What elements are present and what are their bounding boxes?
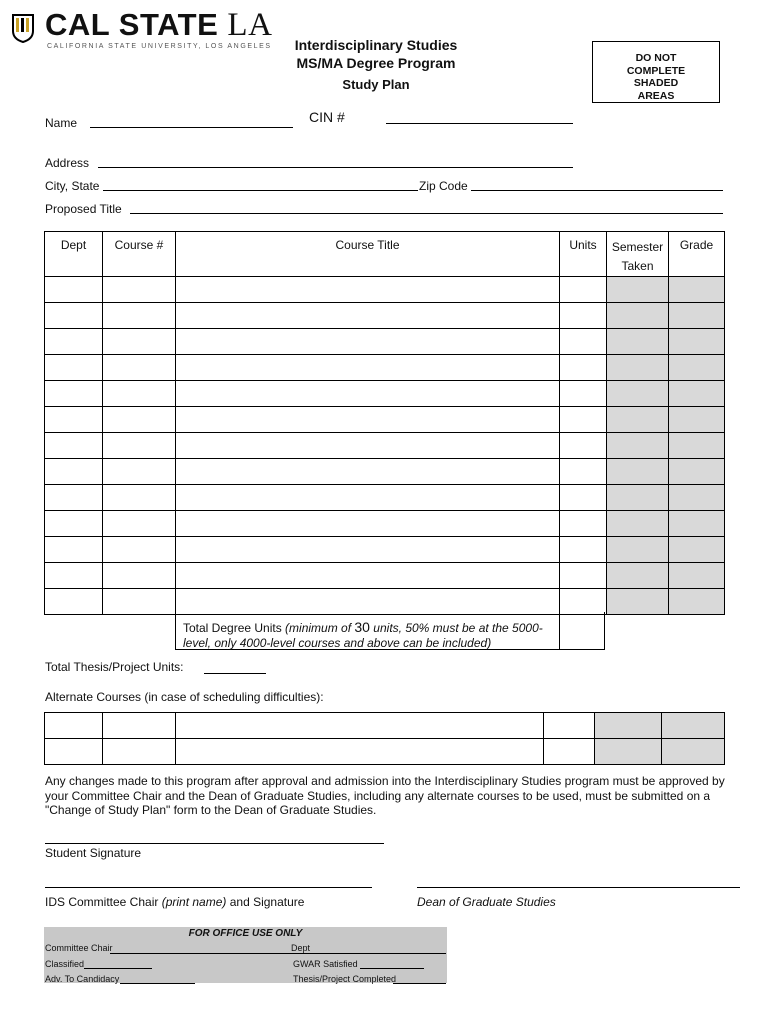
course-number-cell[interactable] <box>103 407 176 433</box>
course-title-cell[interactable] <box>176 381 560 407</box>
zip-field[interactable] <box>471 190 723 191</box>
grade-cell <box>669 485 725 511</box>
table-row <box>45 433 725 459</box>
dept-cell[interactable] <box>45 303 103 329</box>
dept-cell[interactable] <box>45 433 103 459</box>
course-number-cell[interactable] <box>103 433 176 459</box>
semester-cell <box>607 355 669 381</box>
semester-cell <box>607 537 669 563</box>
classified-label: Classified <box>45 959 85 969</box>
table-row <box>45 407 725 433</box>
university-seal-icon <box>12 13 34 43</box>
course-number-cell[interactable] <box>103 713 176 739</box>
header-grade: Grade <box>669 232 725 277</box>
semester-cell <box>607 485 669 511</box>
units-cell[interactable] <box>544 739 595 765</box>
course-number-cell[interactable] <box>103 589 176 615</box>
total-label-text: Total Degree Units <box>183 621 286 635</box>
course-title-cell[interactable] <box>176 329 560 355</box>
table-row <box>45 739 725 765</box>
course-title-cell[interactable] <box>176 563 560 589</box>
ids-chair-signature-field[interactable] <box>45 887 372 888</box>
thesis-completed-label: Thesis/Project Completed <box>293 974 397 984</box>
course-number-cell[interactable] <box>103 739 176 765</box>
grade-cell <box>669 355 725 381</box>
units-cell[interactable] <box>560 459 607 485</box>
grade-cell <box>669 459 725 485</box>
header-study-plan: Study Plan <box>342 77 410 92</box>
table-row <box>45 459 725 485</box>
grade-cell <box>669 589 725 615</box>
course-title-cell[interactable] <box>176 303 560 329</box>
note-line: your Committee Chair and the Dean of Graduate Studies, including any alternate courses to be used, must be submitted on a <box>45 788 711 803</box>
semester-cell <box>607 459 669 485</box>
alternate-courses-label: Alternate Courses (in case of scheduling difficulties): <box>45 690 324 704</box>
cin-label: CIN # <box>309 109 345 125</box>
course-number-cell[interactable] <box>103 563 176 589</box>
name-label: Name <box>45 116 78 130</box>
course-title-cell[interactable] <box>176 713 544 739</box>
semester-cell <box>595 739 662 765</box>
header-semester-taken <box>607 232 669 277</box>
course-number-cell[interactable] <box>103 303 176 329</box>
office-use-title: FOR OFFICE USE ONLY <box>188 928 303 939</box>
units-cell[interactable] <box>560 303 607 329</box>
grade-cell <box>669 277 725 303</box>
table-row <box>45 563 725 589</box>
candidacy-field[interactable] <box>120 983 195 984</box>
thesis-units-label: Total Thesis/Project Units: <box>45 660 184 674</box>
proposed-title-field[interactable] <box>130 213 723 214</box>
grade-cell <box>669 381 725 407</box>
candidacy-label: Adv. To Candidacy <box>45 974 120 984</box>
thesis-units-field[interactable] <box>204 673 266 674</box>
dept-cell[interactable] <box>45 739 103 765</box>
course-title-cell[interactable] <box>176 537 560 563</box>
header-course-title: Course Title <box>176 232 560 277</box>
note-line: Any changes made to this program after approval and admission into the Interdisciplinary Studies program must be approved by <box>45 774 725 788</box>
course-number-cell[interactable] <box>103 277 176 303</box>
notice-line: DO NOT <box>635 52 677 64</box>
ids-label-text: and Signature <box>226 895 305 909</box>
classified-field[interactable] <box>84 968 152 969</box>
semester-cell <box>607 277 669 303</box>
logo-text: CAL STATE <box>45 7 219 42</box>
course-title-cell[interactable] <box>176 355 560 381</box>
dept-cell[interactable] <box>45 277 103 303</box>
header-program: MS/MA Degree Program <box>296 55 456 71</box>
units-cell[interactable] <box>544 713 595 739</box>
grade-cell <box>669 303 725 329</box>
header-title: Interdisciplinary Studies <box>294 37 458 53</box>
units-cell[interactable] <box>560 589 607 615</box>
table-row <box>45 277 725 303</box>
notice-line: COMPLETE <box>626 64 686 77</box>
dept-cell[interactable] <box>45 713 103 739</box>
semester-cell <box>607 381 669 407</box>
thesis-completed-field[interactable] <box>393 983 446 984</box>
table-row <box>45 537 725 563</box>
semester-cell <box>607 563 669 589</box>
total-units-cell[interactable] <box>559 612 605 650</box>
ids-label-text: IDS Committee Chair <box>45 895 162 909</box>
course-number-cell[interactable] <box>103 355 176 381</box>
course-title-cell[interactable] <box>176 407 560 433</box>
semester-cell <box>607 433 669 459</box>
grade-cell <box>669 563 725 589</box>
header-course-number: Course # <box>103 232 176 277</box>
course-title-cell[interactable] <box>176 485 560 511</box>
ids-label-italic: (print name) <box>161 895 227 909</box>
student-signature-label: Student Signature <box>45 846 142 860</box>
course-title-cell[interactable] <box>176 459 560 485</box>
address-field[interactable] <box>98 167 573 168</box>
dept-cell[interactable] <box>45 485 103 511</box>
course-title-cell[interactable] <box>176 277 560 303</box>
units-cell[interactable] <box>560 537 607 563</box>
shaded-areas-notice <box>592 41 720 103</box>
course-title-cell[interactable] <box>176 433 560 459</box>
grade-cell <box>669 433 725 459</box>
address-label: Address <box>45 156 90 170</box>
semester-cell <box>595 713 662 739</box>
total-label-italic: (minimum of <box>285 621 355 635</box>
cin-field[interactable] <box>386 123 573 124</box>
total-units-label <box>183 620 555 651</box>
dean-label: Dean of Graduate Studies <box>417 895 556 909</box>
logo-la: LA <box>227 7 273 43</box>
dept-cell[interactable] <box>45 511 103 537</box>
city-state-field[interactable] <box>103 190 418 191</box>
table-row <box>45 511 725 537</box>
header-semester: Semester <box>611 240 664 254</box>
total-label-italic: units, 50% must be at the 5000- <box>369 621 543 635</box>
units-cell[interactable] <box>560 433 607 459</box>
header-taken: Taken <box>621 259 654 273</box>
proposed-title-label: Proposed Title <box>45 202 122 216</box>
units-cell[interactable] <box>560 329 607 355</box>
grade-cell <box>662 739 725 765</box>
grade-cell <box>669 329 725 355</box>
table-row <box>45 485 725 511</box>
dept-cell[interactable] <box>45 381 103 407</box>
semester-cell <box>607 511 669 537</box>
dept-cell[interactable] <box>45 329 103 355</box>
grade-cell <box>669 537 725 563</box>
units-cell[interactable] <box>560 485 607 511</box>
dept-label: Dept <box>291 943 311 953</box>
study-plan-table <box>44 231 725 615</box>
table-row <box>45 329 725 355</box>
table-row <box>45 589 725 615</box>
semester-cell <box>607 407 669 433</box>
dept-cell[interactable] <box>45 563 103 589</box>
total-label-italic: level, only 4000-level courses and above can be included) <box>183 636 492 650</box>
dept-field[interactable] <box>310 953 446 954</box>
ids-chair-label <box>45 895 304 909</box>
semester-cell <box>607 329 669 355</box>
committee-chair-label: Committee Chair <box>45 943 113 953</box>
table-row <box>45 713 725 739</box>
grade-cell <box>669 407 725 433</box>
notice-line: SHADED <box>633 77 679 89</box>
logo-wordmark <box>45 8 272 42</box>
name-field[interactable] <box>90 127 293 128</box>
units-cell[interactable] <box>560 355 607 381</box>
table-row <box>45 303 725 329</box>
units-cell[interactable] <box>560 381 607 407</box>
units-cell[interactable] <box>560 563 607 589</box>
grade-cell <box>669 511 725 537</box>
changes-note <box>45 774 725 818</box>
course-number-cell[interactable] <box>103 329 176 355</box>
student-signature-field[interactable] <box>45 843 384 844</box>
dept-cell[interactable] <box>45 459 103 485</box>
gwar-field[interactable] <box>360 968 424 969</box>
units-cell[interactable] <box>560 407 607 433</box>
office-use-box <box>44 927 447 983</box>
grade-cell <box>662 713 725 739</box>
dean-signature-field[interactable] <box>417 887 740 888</box>
course-number-cell[interactable] <box>103 381 176 407</box>
header-units: Units <box>560 232 607 277</box>
course-number-cell[interactable] <box>103 537 176 563</box>
logo-subtitle: CALIFORNIA STATE UNIVERSITY, LOS ANGELES <box>47 43 272 50</box>
course-title-cell[interactable] <box>176 739 544 765</box>
course-number-cell[interactable] <box>103 485 176 511</box>
semester-cell <box>607 589 669 615</box>
committee-chair-field[interactable] <box>110 953 335 954</box>
alternate-courses-table <box>44 712 725 765</box>
course-number-cell[interactable] <box>103 459 176 485</box>
notice-line: AREAS <box>637 89 675 102</box>
dept-cell[interactable] <box>45 589 103 615</box>
zip-label: Zip Code <box>419 179 468 193</box>
course-title-cell[interactable] <box>176 589 560 615</box>
dept-cell[interactable] <box>45 355 103 381</box>
course-number-cell[interactable] <box>103 511 176 537</box>
minimum-units-value: 30 <box>354 619 370 635</box>
table-row <box>45 355 725 381</box>
city-state-label: City, State <box>45 179 100 193</box>
table-row <box>45 381 725 407</box>
header-dept: Dept <box>45 232 103 277</box>
gwar-label: GWAR Satisfied <box>293 959 358 969</box>
note-line: "Change of Study Plan" form to the Dean of Graduate Studies. <box>45 803 377 817</box>
course-title-cell[interactable] <box>176 511 560 537</box>
table-header-row <box>45 232 725 277</box>
dept-cell[interactable] <box>45 537 103 563</box>
semester-cell <box>607 303 669 329</box>
units-cell[interactable] <box>560 511 607 537</box>
dept-cell[interactable] <box>45 407 103 433</box>
units-cell[interactable] <box>560 277 607 303</box>
